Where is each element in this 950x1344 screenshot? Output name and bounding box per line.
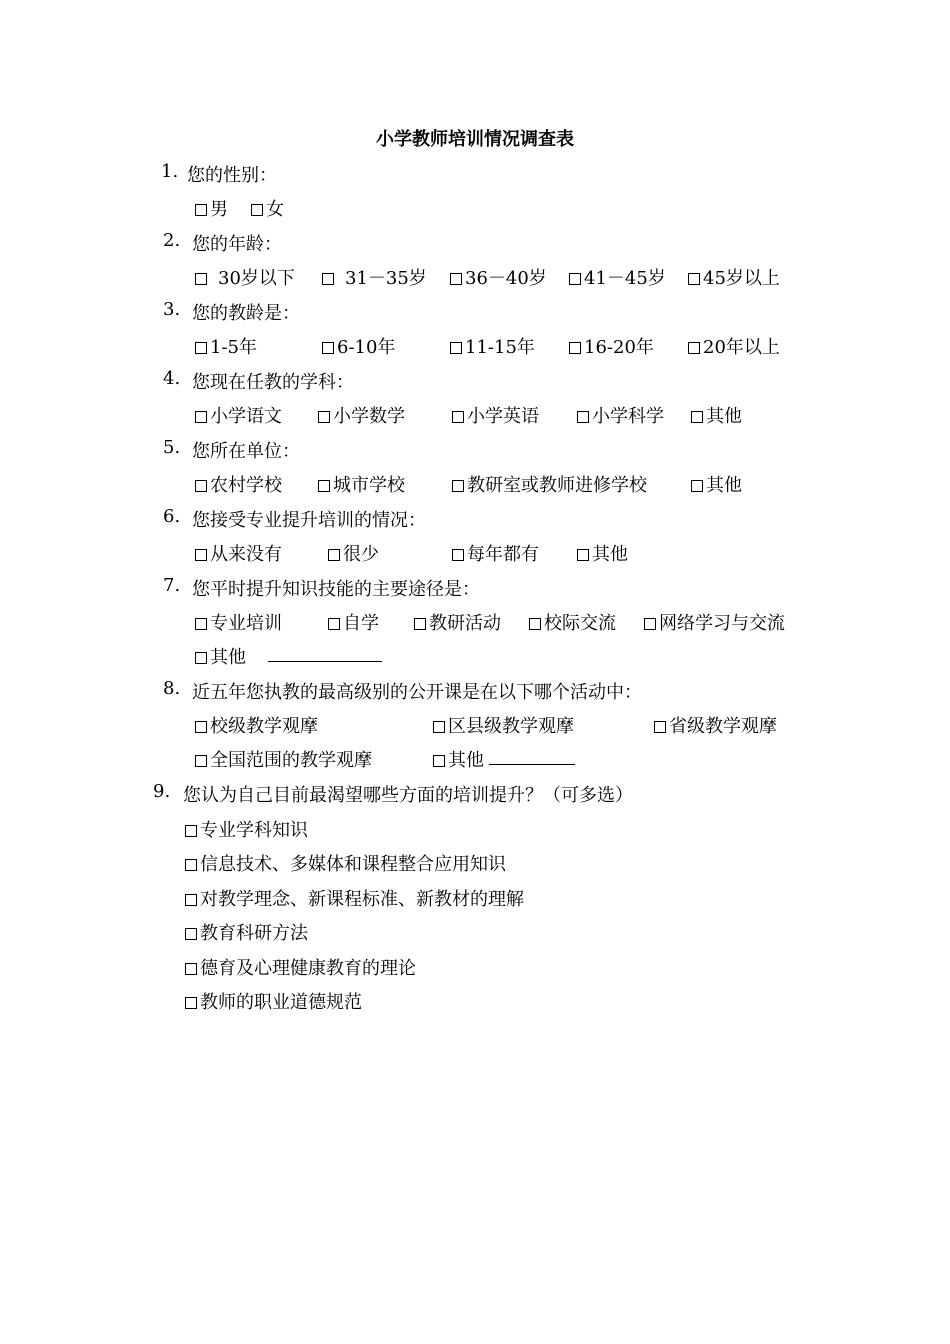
option-need-it-integration[interactable]: 信息技术、多媒体和课程整合应用知识 <box>185 850 506 876</box>
question-8-number: 8. <box>163 678 181 699</box>
question-4-number: 4. <box>163 368 181 389</box>
checkbox-icon <box>195 755 207 767</box>
checkbox-icon <box>185 894 197 906</box>
option-age-41-45[interactable]: 41－45岁 <box>569 264 666 290</box>
checkbox-icon <box>691 411 703 423</box>
option-class-national[interactable]: 全国范围的教学观摩 <box>195 746 372 772</box>
checkbox-icon <box>195 652 207 664</box>
option-teaching-1-5[interactable]: 1-5年 <box>195 333 257 359</box>
checkbox-icon <box>450 342 462 354</box>
checkbox-icon <box>433 721 445 733</box>
question-7-number: 7. <box>163 575 181 596</box>
option-subject-chinese[interactable]: 小学语文 <box>195 402 282 428</box>
checkbox-icon <box>644 618 656 630</box>
checkbox-icon <box>529 618 541 630</box>
checkbox-icon <box>195 411 207 423</box>
checkbox-icon <box>185 997 197 1009</box>
option-teaching-6-10[interactable]: 6-10年 <box>322 333 395 359</box>
checkbox-icon <box>195 480 207 492</box>
checkbox-icon <box>185 825 197 837</box>
checkbox-icon <box>251 204 263 216</box>
option-training-other[interactable]: 其他 <box>577 540 628 566</box>
checkbox-icon <box>195 549 207 561</box>
checkbox-icon <box>691 480 703 492</box>
question-3-number: 3. <box>163 299 181 320</box>
question-5-number: 5. <box>163 437 181 458</box>
other-class-blank[interactable] <box>489 748 575 765</box>
checkbox-icon <box>577 411 589 423</box>
option-unit-rural[interactable]: 农村学校 <box>195 471 282 497</box>
question-2-number: 2. <box>163 230 181 251</box>
question-1-text: 您的性别： <box>187 165 277 186</box>
option-female[interactable]: 女 <box>251 195 284 221</box>
checkbox-icon <box>452 411 464 423</box>
checkbox-icon <box>185 928 197 940</box>
checkbox-icon <box>577 549 589 561</box>
option-path-other[interactable]: 其他 <box>195 643 246 669</box>
checkbox-icon <box>328 618 340 630</box>
option-path-exchange[interactable]: 校际交流 <box>529 609 616 635</box>
question-6-text: 您接受专业提升培训的情况： <box>192 510 426 531</box>
question-9-number: 9. <box>153 781 171 802</box>
option-path-research[interactable]: 教研活动 <box>414 609 501 635</box>
checkbox-icon <box>185 859 197 871</box>
checkbox-icon <box>195 721 207 733</box>
option-training-never[interactable]: 从来没有 <box>195 540 282 566</box>
option-age-over-45[interactable]: 45岁以上 <box>688 264 780 290</box>
option-male[interactable]: 男 <box>195 195 228 221</box>
option-age-36-40[interactable]: 36－40岁 <box>450 264 547 290</box>
option-age-under-30[interactable]: 30岁以下 <box>195 264 295 290</box>
checkbox-icon <box>185 963 197 975</box>
option-unit-other[interactable]: 其他 <box>691 471 742 497</box>
question-7-text: 您平时提升知识技能的主要途径是： <box>192 579 480 600</box>
option-subject-science[interactable]: 小学科学 <box>577 402 664 428</box>
checkbox-icon <box>322 342 334 354</box>
checkbox-icon <box>450 273 462 285</box>
checkbox-icon <box>452 480 464 492</box>
option-subject-english[interactable]: 小学英语 <box>452 402 539 428</box>
option-unit-urban[interactable]: 城市学校 <box>318 471 405 497</box>
question-4-text: 您现在任教的学科： <box>192 372 354 393</box>
option-path-training[interactable]: 专业培训 <box>195 609 282 635</box>
question-2-text: 您的年龄： <box>192 234 282 255</box>
option-teaching-16-20[interactable]: 16-20年 <box>569 333 654 359</box>
option-need-moral-psych-education[interactable]: 德育及心理健康教育的理论 <box>185 954 416 980</box>
checkbox-icon <box>195 342 207 354</box>
option-teaching-11-15[interactable]: 11-15年 <box>450 333 535 359</box>
page-title: 小学教师培训情况调查表 <box>376 129 574 150</box>
checkbox-icon <box>414 618 426 630</box>
other-answer-blank[interactable] <box>268 645 382 662</box>
option-need-subject-knowledge[interactable]: 专业学科知识 <box>185 816 308 842</box>
option-need-curriculum-understanding[interactable]: 对教学理念、新课程标准、新教材的理解 <box>185 885 524 911</box>
option-class-other[interactable]: 其他 <box>433 746 484 772</box>
checkbox-icon <box>328 549 340 561</box>
option-path-self-study[interactable]: 自学 <box>328 609 379 635</box>
question-3-text: 您的教龄是： <box>192 303 300 324</box>
question-5-text: 您所在单位： <box>192 441 300 462</box>
option-need-professional-ethics[interactable]: 教师的职业道德规范 <box>185 988 362 1014</box>
option-class-province[interactable]: 省级教学观摩 <box>654 712 777 738</box>
question-9-text: 您认为自己目前最渴望哪些方面的培训提升？（可多选） <box>183 785 633 806</box>
checkbox-icon <box>452 549 464 561</box>
option-unit-research-office[interactable]: 教研室或教师进修学校 <box>452 471 647 497</box>
option-teaching-over-20[interactable]: 20年以上 <box>688 333 780 359</box>
option-training-rarely[interactable]: 很少 <box>328 540 379 566</box>
option-training-yearly[interactable]: 每年都有 <box>452 540 539 566</box>
option-age-31-35[interactable]: 31－35岁 <box>322 264 427 290</box>
question-6-number: 6. <box>163 506 181 527</box>
checkbox-icon <box>318 411 330 423</box>
question-8-text: 近五年您执教的最高级别的公开课是在以下哪个活动中： <box>192 682 642 703</box>
checkbox-icon <box>322 273 334 285</box>
option-class-district[interactable]: 区县级教学观摩 <box>433 712 574 738</box>
checkbox-icon <box>569 342 581 354</box>
checkbox-icon <box>569 273 581 285</box>
option-subject-other[interactable]: 其他 <box>691 402 742 428</box>
checkbox-icon <box>654 721 666 733</box>
checkbox-icon <box>195 273 207 285</box>
checkbox-icon <box>195 204 207 216</box>
option-class-school[interactable]: 校级教学观摩 <box>195 712 318 738</box>
option-subject-math[interactable]: 小学数学 <box>318 402 405 428</box>
option-path-online[interactable]: 网络学习与交流 <box>644 609 785 635</box>
option-need-research-methods[interactable]: 教育科研方法 <box>185 919 308 945</box>
checkbox-icon <box>318 480 330 492</box>
question-1-number: 1. <box>161 161 179 182</box>
checkbox-icon <box>195 618 207 630</box>
checkbox-icon <box>688 342 700 354</box>
checkbox-icon <box>688 273 700 285</box>
checkbox-icon <box>433 755 445 767</box>
